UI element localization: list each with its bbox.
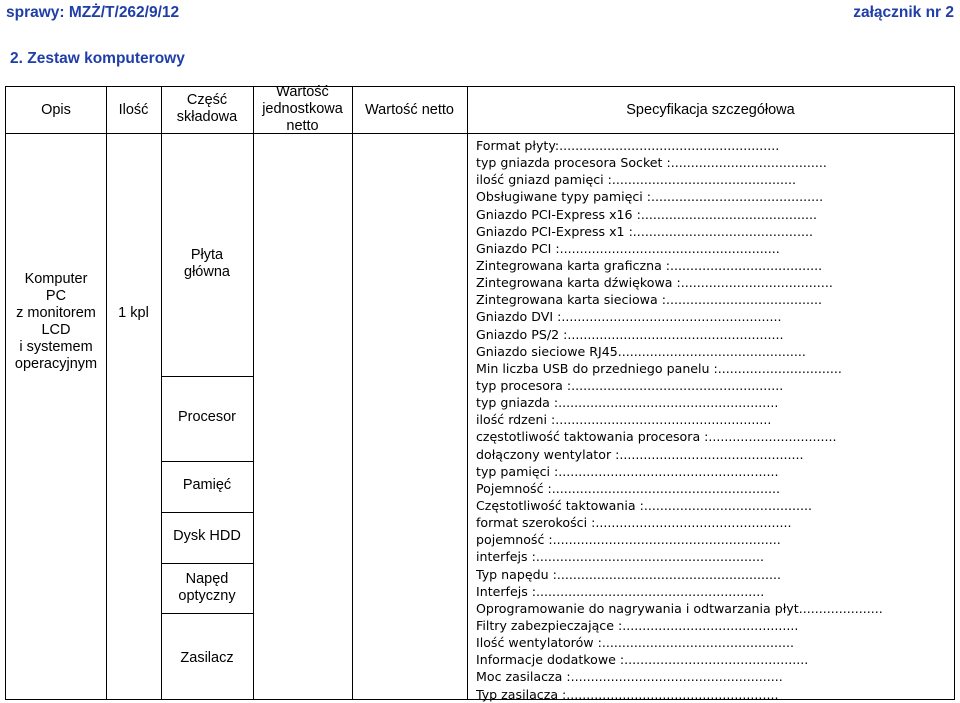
- part-motherboard-line: główna: [184, 264, 230, 280]
- col-header-ilosc: Ilość: [118, 102, 149, 118]
- spec-line: Gniazdo PCI-Express x1 :.............................................: [476, 223, 813, 239]
- spec-line: Typ napędu :........................................................: [476, 566, 782, 582]
- spec-line: interfejs :.........................................................: [476, 549, 765, 565]
- col-header-specyfikacja: Specyfikacja szczegółowa: [626, 102, 795, 118]
- col-header-wartosc-jednostkowa: [253, 84, 352, 135]
- attachment-label: załącznik nr 2: [853, 4, 954, 21]
- spec-line: Typ zasilacza :.....................................................: [476, 686, 779, 702]
- spec-line: typ procesora :.....................................................: [476, 377, 784, 393]
- col-divider: [467, 87, 468, 699]
- part-hdd: Dysk HDD: [173, 528, 241, 544]
- col-divider: [161, 87, 162, 699]
- spec-line: Obsługiwane typy pamięci :...........................................: [476, 189, 824, 205]
- col-header-opis: Opis: [41, 102, 71, 118]
- part-optical-drive-line: optyczny: [178, 588, 236, 604]
- col-header-wartosc-netto: Wartość netto: [365, 102, 454, 118]
- col-header-czesc-line: Część: [186, 92, 228, 108]
- spec-line: Gniazdo PCI :.......................................................: [476, 240, 780, 256]
- item-description-line: LCD: [41, 322, 71, 338]
- spec-line: Zintegrowana karta graficzna :......................................: [476, 257, 823, 273]
- header-divider: [6, 133, 954, 134]
- spec-line: Format płyty:.......................................................: [476, 138, 780, 153]
- part-power-supply: Zasilacz: [180, 650, 234, 666]
- part-motherboard-line: Płyta: [190, 247, 224, 263]
- part-memory: Pamięć: [182, 477, 232, 493]
- spec-line: częstotliwość taktowania procesora :................................: [476, 429, 837, 445]
- spec-line: typ gniazda :.......................................................: [476, 395, 779, 411]
- item-quantity: 1 kpl: [118, 305, 149, 321]
- spec-line: Moc zasilacza :.....................................................: [476, 669, 783, 685]
- part-optical-drive: [161, 571, 253, 605]
- col-divider: [352, 87, 353, 699]
- spec-line: Gniazdo PCI-Express x16 :............................................: [476, 206, 817, 222]
- item-description-line: Komputer: [24, 271, 88, 287]
- col-header-wartosc-jedn-line: netto: [286, 118, 319, 134]
- spec-line: Oprogramowanie do nagrywania i odtwarzania płyt.....................: [476, 600, 883, 616]
- spec-line: Gniazdo sieciowe RJ45...............................................: [476, 343, 806, 359]
- spec-line: Zintegrowana karta dźwiękowa :......................................: [476, 275, 833, 291]
- spec-line: dołączony wentylator :..............................................: [476, 446, 804, 462]
- col-divider: [106, 87, 107, 699]
- row-divider: [161, 461, 253, 462]
- part-motherboard: [161, 247, 253, 281]
- part-optical-drive-line: Napęd: [185, 571, 229, 587]
- spec-line: Filtry zabezpieczające :............................................: [476, 617, 799, 633]
- spec-line: Gniazdo PS/2 :......................................................: [476, 326, 784, 342]
- spec-line: Częstotliwość taktowania :..........................................: [476, 497, 812, 513]
- row-divider: [161, 512, 253, 513]
- col-header-wartosc-jedn-line: jednostkowa: [262, 101, 343, 117]
- row-divider: [161, 563, 253, 564]
- col-divider: [253, 87, 254, 699]
- col-header-czesc-line: składowa: [176, 109, 238, 125]
- spec-line: pojemność :.........................................................: [476, 532, 781, 548]
- spec-line: Gniazdo DVI :.......................................................: [476, 309, 782, 325]
- row-divider: [161, 613, 253, 614]
- item-description-line: PC: [45, 288, 67, 304]
- col-header-wartosc-jedn-line: Wartość: [276, 84, 329, 100]
- spec-line: Ilość wentylatorów :................................................: [476, 635, 794, 651]
- spec-line: Zintegrowana karta sieciowa :.......................................: [476, 292, 823, 308]
- item-description-line: z monitorem: [16, 305, 96, 321]
- item-description-line: operacyjnym: [14, 356, 98, 372]
- spec-line: Pojemność :.........................................................: [476, 480, 780, 496]
- row-divider: [161, 376, 253, 377]
- section-title: 2. Zestaw komputerowy: [10, 50, 185, 67]
- part-processor: Procesor: [177, 409, 237, 425]
- col-header-czesc: [161, 92, 253, 126]
- spec-line: typ gniazda procesora Socket :.......................................: [476, 155, 827, 171]
- spec-line: format szerokości :.................................................: [476, 515, 792, 531]
- case-number: sprawy: MZŻ/T/262/9/12: [6, 4, 180, 21]
- item-description-line: i systemem: [19, 339, 93, 355]
- spec-line: Informacje dodatkowe :..............................................: [476, 652, 809, 668]
- item-description: [6, 271, 106, 373]
- spec-line: Min liczba USB do przedniego panelu :...............................: [476, 360, 842, 376]
- equipment-table: [5, 86, 955, 700]
- spec-line: Interfejs :.........................................................: [476, 583, 765, 599]
- spec-line: ilość gniazd pamięci :..............................................: [476, 172, 797, 188]
- specification-list: [476, 137, 901, 703]
- spec-line: ilość rdzeni :......................................................: [476, 412, 772, 428]
- spec-line: typ pamięci :.......................................................: [476, 463, 779, 479]
